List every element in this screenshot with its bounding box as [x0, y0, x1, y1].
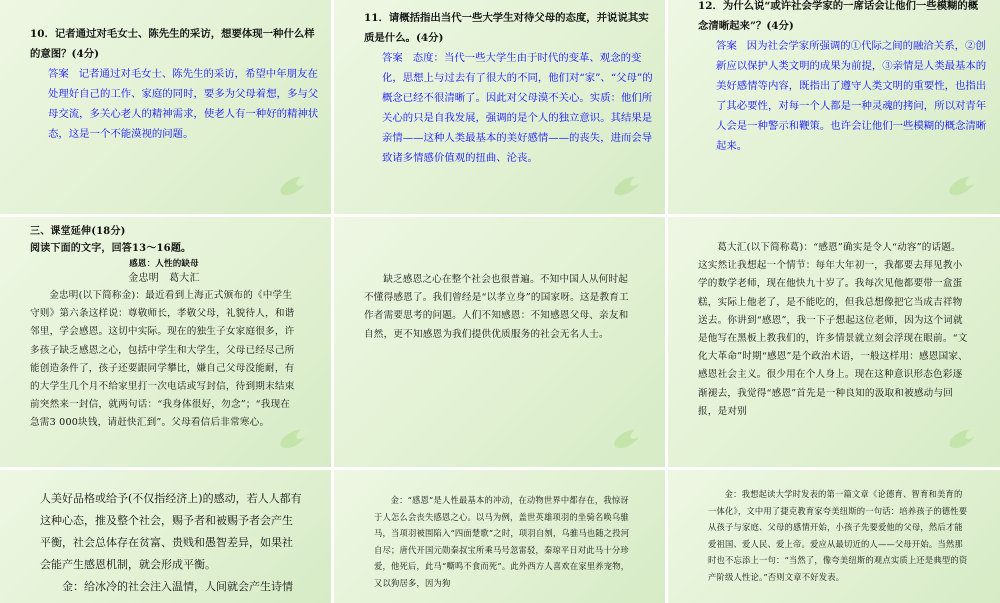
q12-answer-text: 因为社会学家所强调的①代际之间的融洽关系，②创新应以保护人类文明的成果为前提，③亲情是人类最基本的美好感情等内容，既指出了遵守人类文明的重要性，也指出了其必要性，对每一个人都是一种灵魂的拷问，所以对青年人会是一种警示和鞭策。也许会让他们一些模糊的概念清晰起来。	[716, 40, 987, 152]
q10-answer	[30, 64, 320, 144]
q12-answer	[698, 36, 988, 156]
leaf-decoration-icon	[273, 166, 317, 200]
q12-answer-tag: 答案	[716, 40, 737, 52]
slide-q12	[668, 0, 1000, 214]
q11-block	[364, 8, 654, 168]
article-paragraph: 金：我想起读大学时发表的第一篇文章《论德育、智育和美育的一体化》，文中用了捷克教育家夸美纽斯的一句话：培养孩子的德性要从孩子与家庭、父母的感情开始，小孩子先要爱他的父母，然后才能爱祖国、爱人民、爱上帝。爱应从最切近的人——父母开始。当然那时也不忘添上一句：“当然了，像夸美纽斯的观点实质上还是典型的资产阶级人性论。”否则文章不好发表。	[708, 489, 968, 582]
article-title: 感恩：人性的缺母	[129, 259, 199, 269]
slide-ge-remarks	[668, 217, 1000, 467]
article-paragraph: 人美好品格或给予(不仅指经济上)的感动，若人人都有这种心态，推及整个社会，赐予者和被赐予者会产生平衡，社会总体存在贫富、贵贱和愚智差异，如果社会能产生感恩机制，就会形成平衡。	[40, 492, 302, 571]
leaf-decoration-icon	[942, 166, 986, 200]
article-paragraph: 金忠明(以下简称金)：最近看到上海正式颁布的《中学生守则》第六条这样说：尊敬师长，孝敬父母，礼貌待人，和谐邻里，学会感恩。这切中实际。现在的独生子女家庭很多，许多孩子缺乏感恩之心，包括中学生和大学生，父母已经尽己所能创造条件了，孩子还要跟同学攀比，嫌自己父母没能耐，有的大学生几个月不给家里打一次电话或写封信，待到期末结束前突然来一封信，就两句话：“我身体很好，勿念”；“我现在急需3 000块钱，请赶快汇到”。父母看信后非常寒心。	[30, 290, 295, 429]
q11-answer	[364, 48, 654, 168]
q11-answer-text: 态度：当代一些大学生由于时代的变革、观念的变化，思想上与过去有了很大的不同，他们对“家”、“父母”的概念已经不很清晰了。因此对父母漠不关心。实质：他们所关心的只是自我发展，强调的是个人的独立意识。其结果是亲情——这种人类最基本的美好感情——的丧失，进而会导致诸多情感价值观的扭曲、沦丧。	[382, 52, 653, 164]
slide-q10	[0, 0, 331, 214]
article-paragraph: 葛大汇(以下简称葛)：“感恩”确实是令人“动容”的话题。这实然让我想起一个情节：每年大年初一，我都要去拜见教小学的数学老师，现在他快九十岁了。我每次见他都要带一盒蛋糕，实际上他老了，是不能吃的，但我总想像把它当成吉祥物送去。你讲到“感恩”，我一下子想起这位老师，因为这个词就是他写在黑板上教我们的，许多情景就立刻会浮现在眼前。“文化大革命”时期“感恩”是个政治术语，一般这样用：感恩国家、感恩社会主义。很少用在个人身上。现在这种意识形态色彩逐渐褪去，我觉得“感恩”首先是一种良知的汲取和被感动与回报，是对别	[698, 242, 968, 417]
gratitude-society-block	[364, 271, 632, 344]
article-paragraph: 金：“感恩”是人性最基本的冲动，在动物世界中都存在，我惊讶于人怎么会丧失感恩之心。以马为例，盖世英雄项羽的坐骑名唤乌骓马，当项羽被围陷入“四面楚歌”之时，项羽自刎，乌骓马也随之投河自尽；唐代开国元勋秦叔宝所乘马号忽雷驳，秦琼平日对此马十分珍爱，他死后，此马“嘶鸣不食而死”。此外西方人喜欢在家里养宠物，又以狗居多，因为狗	[374, 495, 630, 588]
q11-answer-tag: 答案	[382, 52, 403, 64]
social-balance-block	[40, 488, 302, 598]
q10-block	[30, 24, 320, 144]
reading-instruction: 阅读下面的文字，回答13～16题。	[30, 243, 192, 254]
slide-animal-gratitude	[334, 470, 665, 603]
article-paragraph: 缺乏感恩之心在整个社会也很普遍。不知中国人从何时起不懂得感恩了。我们曾经是“以孝立身”的国家呀。这是教育工作者需要思考的问题。人们不知感恩：不知感恩父母、亲友和自然，更不知感恩为我们提供优质服务的社会无名人士。	[364, 274, 629, 340]
slide-gratitude-society	[334, 217, 665, 467]
article-authors: 金忠明 葛大汇	[128, 273, 200, 284]
article-paragraph-2: 金：给冰冷的社会注入温情，人间就会产生诗情	[62, 580, 293, 593]
slide-social-balance	[0, 470, 331, 603]
leaf-decoration-icon	[273, 419, 317, 453]
leaf-decoration-icon	[607, 166, 651, 200]
q11-question: 11．请概括指出当代一些大学生对待父母的态度，并说说其实质是什么。(4分)	[364, 12, 649, 44]
slide-q11	[334, 0, 665, 214]
ge-remarks-block	[698, 239, 968, 421]
section-heading: 三、课堂延伸(18分)	[30, 226, 126, 237]
slide-reading-intro	[0, 217, 331, 467]
q10-answer-tag: 答案	[48, 68, 69, 80]
q12-block	[698, 0, 988, 156]
leaf-decoration-icon	[607, 419, 651, 453]
leaf-decoration-icon	[942, 419, 986, 453]
q10-question: 10．记者通过对毛女士、陈先生的采访，想要体现一种什么样的意图？(4分)	[30, 28, 315, 60]
q12-question: 12．为什么说“或许社会学家的一席话会让他们一些模糊的概念清晰起来”？(4分)	[698, 0, 979, 32]
q10-answer-text: 记者通过对毛女士、陈先生的采访，希望中年朋友在处理好自己的工作、家庭的同时，要多为父母着想，多与父母交流，多关心老人的精神需求，使老人有一种好的精神状态，这是一个不能漠视的问题。	[48, 68, 319, 140]
reading-intro-block	[30, 223, 298, 433]
slide-comenius	[668, 470, 1000, 603]
animal-gratitude-block	[374, 492, 636, 591]
comenius-block	[708, 486, 970, 585]
